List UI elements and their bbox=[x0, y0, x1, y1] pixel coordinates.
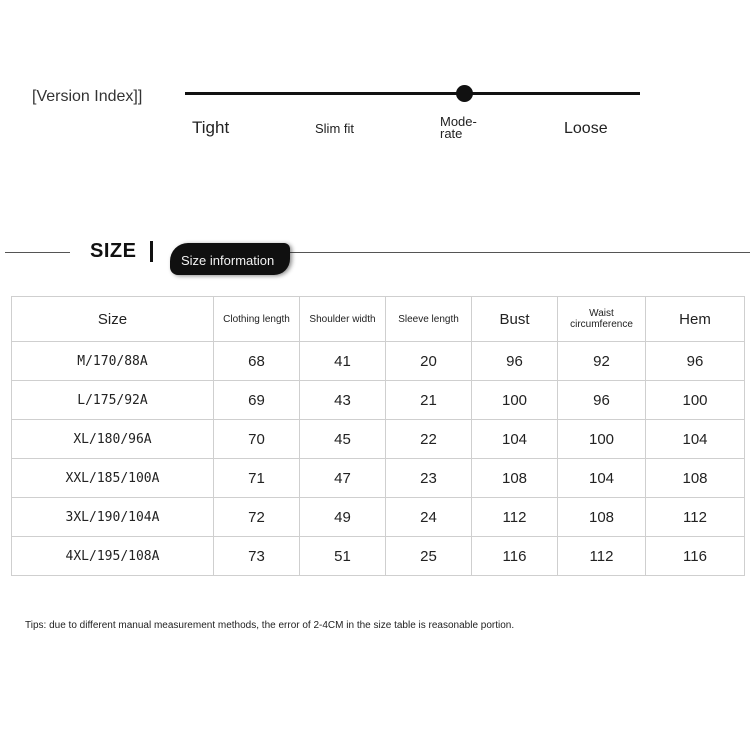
cell-hem: 104 bbox=[646, 420, 745, 459]
header-shoulder-width: Shoulder width bbox=[300, 297, 386, 342]
fit-scale-knob bbox=[456, 85, 473, 102]
cell-bust: 116 bbox=[472, 537, 558, 576]
cell-size: M/170/88A bbox=[12, 342, 214, 381]
cell-size: L/175/92A bbox=[12, 381, 214, 420]
cell-bust: 96 bbox=[472, 342, 558, 381]
fit-scale-track bbox=[185, 92, 640, 95]
cell-bust: 112 bbox=[472, 498, 558, 537]
table-row bbox=[12, 420, 745, 459]
fit-label-tight: Tight bbox=[192, 118, 230, 137]
header-hem: Hem bbox=[646, 297, 745, 342]
cell-waist: 92 bbox=[558, 342, 646, 381]
cell-hem: 100 bbox=[646, 381, 745, 420]
cell-waist: 100 bbox=[558, 420, 646, 459]
header-size: Size bbox=[12, 297, 214, 342]
cell-clothing-length: 71 bbox=[214, 459, 300, 498]
cell-bust: 104 bbox=[472, 420, 558, 459]
cell-sleeve-length: 22 bbox=[386, 420, 472, 459]
table-header-row bbox=[12, 297, 745, 342]
cell-clothing-length: 68 bbox=[214, 342, 300, 381]
measurement-tip: Tips: due to different manual measurement methods, the error of 2-4CM in the size table is reasonable portion. bbox=[25, 620, 515, 631]
version-index-label: [Version Index]] bbox=[32, 88, 143, 105]
cell-size: 4XL/195/108A bbox=[12, 537, 214, 576]
cell-bust: 108 bbox=[472, 459, 558, 498]
table-row bbox=[12, 498, 745, 537]
cell-clothing-length: 73 bbox=[214, 537, 300, 576]
cell-waist: 108 bbox=[558, 498, 646, 537]
divider-left bbox=[5, 252, 70, 253]
fit-label-slim-fit: Slim fit bbox=[315, 121, 354, 136]
cell-sleeve-length: 23 bbox=[386, 459, 472, 498]
cell-sleeve-length: 24 bbox=[386, 498, 472, 537]
table-row bbox=[12, 537, 745, 576]
cell-shoulder-width: 49 bbox=[300, 498, 386, 537]
cell-hem: 108 bbox=[646, 459, 745, 498]
fit-label-loose: Loose bbox=[564, 120, 608, 137]
size-table bbox=[11, 296, 745, 576]
table-row bbox=[12, 342, 745, 381]
header-bust: Bust bbox=[472, 297, 558, 342]
table-row bbox=[12, 381, 745, 420]
cell-size: XXL/185/100A bbox=[12, 459, 214, 498]
header-waist-circumference: Waist circumference bbox=[558, 297, 646, 342]
cell-bust: 100 bbox=[472, 381, 558, 420]
cell-shoulder-width: 45 bbox=[300, 420, 386, 459]
header-clothing-length: Clothing length bbox=[214, 297, 300, 342]
cell-waist: 112 bbox=[558, 537, 646, 576]
cell-hem: 96 bbox=[646, 342, 745, 381]
cell-hem: 116 bbox=[646, 537, 745, 576]
heading-bar bbox=[150, 241, 153, 262]
cell-waist: 104 bbox=[558, 459, 646, 498]
cell-shoulder-width: 51 bbox=[300, 537, 386, 576]
fit-label-moderate: Mode- rate bbox=[440, 114, 477, 141]
table-row bbox=[12, 459, 745, 498]
size-heading: SIZE bbox=[90, 240, 137, 262]
cell-waist: 96 bbox=[558, 381, 646, 420]
header-sleeve-length: Sleeve length bbox=[386, 297, 472, 342]
cell-shoulder-width: 41 bbox=[300, 342, 386, 381]
divider-right bbox=[290, 252, 750, 253]
cell-shoulder-width: 47 bbox=[300, 459, 386, 498]
size-info-text: Size information bbox=[181, 253, 275, 268]
cell-clothing-length: 70 bbox=[214, 420, 300, 459]
cell-hem: 112 bbox=[646, 498, 745, 537]
cell-sleeve-length: 25 bbox=[386, 537, 472, 576]
cell-clothing-length: 72 bbox=[214, 498, 300, 537]
cell-clothing-length: 69 bbox=[214, 381, 300, 420]
cell-shoulder-width: 43 bbox=[300, 381, 386, 420]
cell-sleeve-length: 21 bbox=[386, 381, 472, 420]
cell-size: XL/180/96A bbox=[12, 420, 214, 459]
cell-sleeve-length: 20 bbox=[386, 342, 472, 381]
cell-size: 3XL/190/104A bbox=[12, 498, 214, 537]
